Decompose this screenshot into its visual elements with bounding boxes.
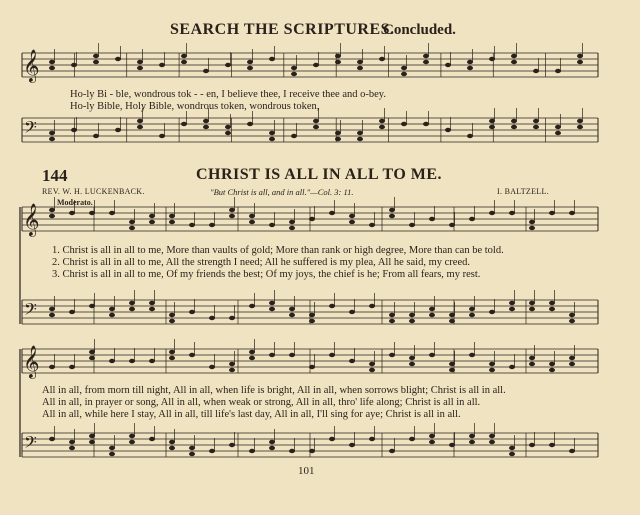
top-bass-note (313, 119, 319, 123)
hymn-bass-2-note (49, 437, 55, 441)
hymn-bass-1-note (489, 310, 495, 314)
hymn-title: CHRIST IS ALL IN ALL TO ME. (196, 166, 443, 183)
hymn-treble-2-note (249, 356, 255, 360)
hymn-treble-1-note (269, 223, 275, 227)
hymn-bass-1-note (569, 313, 575, 317)
hymn-bass-2-note (429, 440, 435, 444)
top-bass-note (401, 122, 407, 126)
top-treble-note (291, 72, 297, 76)
hymn-treble-2-note (469, 353, 475, 357)
top-treble-note (181, 54, 187, 58)
hymn-bass-1-note (389, 319, 395, 323)
hymn-treble-2-note (349, 359, 355, 363)
top-treble-note (445, 63, 451, 67)
hymn-treble-1-note (129, 226, 135, 230)
hymn-author: REV. W. H. LUCKENBACK. (42, 187, 145, 196)
hymn-bass-1-note (289, 313, 295, 317)
top-treble-note (357, 66, 363, 70)
hymn-treble-1-note (509, 211, 515, 215)
hymn-bass-2-note (189, 446, 195, 450)
top-bass-note (577, 119, 583, 123)
hymn-treble-1-note (569, 211, 575, 215)
hymn-treble-1-note (169, 214, 175, 218)
top-treble-note (71, 63, 77, 67)
hymn-bass-1-note (349, 310, 355, 314)
hymn-bass-2-note (209, 449, 215, 453)
hymn-treble-2-note (229, 368, 235, 372)
hymn-treble-1-note (249, 214, 255, 218)
hymn-bass-2-note (489, 434, 495, 438)
hymn-bass-1-note (169, 313, 175, 317)
hymn-treble-2-note (69, 365, 75, 369)
hymn-bass-2-note (149, 437, 155, 441)
top-bass-note (159, 134, 165, 138)
top-treble-note (401, 72, 407, 76)
hymn-treble-2-note (209, 365, 215, 369)
hymn-bass-2-note (289, 449, 295, 453)
treble-clef-icon: 𝄞 (23, 49, 40, 82)
hymn-treble-2-note (429, 353, 435, 357)
top-bass-note (489, 119, 495, 123)
hymn-treble-2-note (529, 356, 535, 360)
top-bass-note (467, 134, 473, 138)
hymn-bass-2-note (549, 443, 555, 447)
hymn-treble-2-note (169, 356, 175, 360)
top-treble-note (49, 66, 55, 70)
hymn-treble-1-note (189, 223, 195, 227)
top-treble-note (313, 63, 319, 67)
top-treble-note (93, 60, 99, 64)
hymn-treble-1-note (69, 211, 75, 215)
hymn-bass-1-note (369, 304, 375, 308)
hymn-treble-2-note (509, 365, 515, 369)
chorus-line-3: All in all, while here I stay, All in all, till life's last day, All in all, I'll sing for aye; Christ is all in all. (42, 409, 461, 420)
top-treble-note (247, 60, 253, 64)
hymn-bass-2-note (369, 437, 375, 441)
hymn-treble-1-note (149, 214, 155, 218)
top-treble-note (49, 60, 55, 64)
hymn-bass-1-note (409, 313, 415, 317)
top-treble-note (489, 57, 495, 61)
hymn-bass-2-note (569, 449, 575, 453)
top-bass-note (445, 128, 451, 132)
hymn-bass-2-note (269, 440, 275, 444)
hymn-bass-1-note (69, 310, 75, 314)
hymn-bass-2-note (129, 440, 135, 444)
hymn-bass-1-note (509, 307, 515, 311)
hymn-treble-1-note (529, 226, 535, 230)
top-treble-note (159, 63, 165, 67)
hymn-bass-2-note (189, 452, 195, 456)
top-bass-note (423, 122, 429, 126)
top-bass-note (49, 137, 55, 141)
section-title: SEARCH THE SCRIPTURES. (170, 21, 395, 38)
hymn-bass-1-note (409, 319, 415, 323)
hymn-treble-2-note (129, 359, 135, 363)
top-bass-note (313, 125, 319, 129)
hymn-bass-2-note (109, 452, 115, 456)
hymn-bass-1-note (169, 319, 175, 323)
hymn-bass-1-note (529, 301, 535, 305)
top-bass-note (203, 119, 209, 123)
hymn-treble-2-note (489, 368, 495, 372)
top-treble-note (291, 66, 297, 70)
hymn-bass-1-note (49, 313, 55, 317)
hymn-bass-1-note (209, 316, 215, 320)
hymn-scripture: "But Christ is all, and in all."—Col. 3: 11. (210, 187, 354, 197)
top-bass-note (533, 125, 539, 129)
hymn-bass-2-note (109, 446, 115, 450)
tempo-marking: Moderato. (57, 198, 93, 207)
hymn-treble-1-note (289, 226, 295, 230)
verse-line-1: 1. Christ is all in all to me, More than vaults of gold; More than rank or high degree, More than can be told. (52, 245, 504, 256)
top-treble-note (577, 54, 583, 58)
top-bass-note (533, 119, 539, 123)
hymn-treble-1-note (229, 214, 235, 218)
hymn-bass-1-note (49, 307, 55, 311)
hymn-treble-2-note (489, 362, 495, 366)
hymn-bass-1-note (269, 301, 275, 305)
top-treble-note (423, 60, 429, 64)
hymn-bass-2-note (169, 440, 175, 444)
top-bass-note (577, 125, 583, 129)
verse-line-3: 3. Christ is all in all to me, Of my friends the best; Of my joys, the chief is he; From all fears, my rest. (52, 269, 481, 280)
hymn-treble-2-note (109, 359, 115, 363)
hymn-composer: I. BALTZELL. (497, 187, 549, 196)
chorus-line-2: All in all, in prayer or song, All in all, when weak or strong, All in all, thro' life along; Christ is all in all. (42, 397, 481, 408)
hymn-bass-2-note (509, 452, 515, 456)
hymn-bass-1-note (329, 304, 335, 308)
hymn-bass-2-note (229, 443, 235, 447)
hymn-treble-1-note (429, 217, 435, 221)
top-bass-note (357, 137, 363, 141)
top-bass-note (93, 134, 99, 138)
top-bass-note (489, 125, 495, 129)
hymn-treble-2-note (329, 353, 335, 357)
top-lyric-line-2: Ho-ly Bible, Holy Bible, wondrous token, wondrous token, (70, 101, 320, 112)
hymn-treble-1-note (49, 208, 55, 212)
hymn-treble-2-note (529, 362, 535, 366)
top-bass-note (71, 128, 77, 132)
top-bass-note (225, 131, 231, 135)
top-bass-note (49, 131, 55, 135)
top-treble-note (511, 60, 517, 64)
top-treble-note (511, 54, 517, 58)
hymn-treble-1-note (389, 214, 395, 218)
top-treble-note (115, 57, 121, 61)
hymn-bass-1-note (109, 307, 115, 311)
hymn-treble-1-note (149, 220, 155, 224)
hymn-bass-1-note (229, 316, 235, 320)
bass-clef-icon: 𝄢 (24, 299, 37, 323)
hymn-treble-1-note (349, 214, 355, 218)
hymn-bass-2-note (489, 440, 495, 444)
hymn-bass-1-note (189, 310, 195, 314)
hymn-bass-2-note (469, 434, 475, 438)
top-treble-note (137, 66, 143, 70)
top-treble-note (357, 60, 363, 64)
top-treble-note (269, 57, 275, 61)
treble-clef-icon: 𝄞 (23, 203, 40, 236)
top-treble-note (423, 54, 429, 58)
top-treble-note (577, 60, 583, 64)
top-bass-note (225, 125, 231, 129)
page-number: 101 (298, 465, 315, 477)
hymn-treble-1-note (389, 208, 395, 212)
hymn-bass-2-note (69, 440, 75, 444)
chorus-line-1: All in all, from morn till night, All in all, when life is bright, All in all, when sorrows blight; Christ is all in all. (42, 385, 506, 396)
hymn-treble-2-note (289, 353, 295, 357)
hymn-treble-2-note (269, 353, 275, 357)
hymn-treble-1-note (409, 223, 415, 227)
hymn-bass-1-note (429, 307, 435, 311)
hymn-bass-1-note (469, 307, 475, 311)
hymn-treble-1-note (369, 223, 375, 227)
treble-clef-icon: 𝄞 (23, 345, 40, 378)
top-treble-note (137, 60, 143, 64)
top-treble-note (181, 60, 187, 64)
top-bass-note (247, 122, 253, 126)
hymn-treble-1-note (169, 220, 175, 224)
hymn-bass-2-note (249, 449, 255, 453)
hymn-bass-1-note (509, 301, 515, 305)
hymn-treble-2-note (169, 350, 175, 354)
hymn-number: 144 (42, 166, 68, 185)
top-bass-note (137, 125, 143, 129)
hymn-bass-1-note (149, 301, 155, 305)
hymn-treble-2-note (569, 356, 575, 360)
hymn-treble-1-note (109, 211, 115, 215)
bass-clef-icon: 𝄢 (24, 432, 37, 456)
hymn-bass-1-note (529, 307, 535, 311)
hymn-bass-1-note (389, 313, 395, 317)
hymn-treble-2-note (49, 365, 55, 369)
top-treble-note (247, 66, 253, 70)
hymn-bass-2-note (69, 446, 75, 450)
top-bass-note (357, 131, 363, 135)
hymn-treble-1-note (349, 220, 355, 224)
top-lyric-line-1: Ho-ly Bi - ble, wondrous tok - - en, I believe thee, I receive thee and o-bey. (70, 89, 386, 100)
hymn-bass-1-note (109, 313, 115, 317)
hymn-treble-1-note (49, 214, 55, 218)
top-bass-note (555, 131, 561, 135)
top-treble-note (379, 57, 385, 61)
hymn-bass-1-note (129, 307, 135, 311)
hymn-bass-2-note (389, 449, 395, 453)
hymn-bass-1-note (269, 307, 275, 311)
hymn-bass-2-note (529, 443, 535, 447)
top-bass-note (115, 128, 121, 132)
hymn-treble-2-note (549, 368, 555, 372)
hymn-bass-1-note (469, 313, 475, 317)
hymn-treble-1-note (129, 220, 135, 224)
verse-line-2: 2. Christ is all in all to me, All the strength I need; All he suffered is my plea, All he said, my creed. (52, 257, 470, 268)
top-bass-note (511, 125, 517, 129)
hymn-treble-2-note (549, 362, 555, 366)
hymn-treble-2-note (149, 359, 155, 363)
top-bass-note (269, 137, 275, 141)
hymn-treble-1-note (469, 217, 475, 221)
hymn-treble-1-note (549, 211, 555, 215)
hymn-bass-2-note (509, 446, 515, 450)
top-treble-note (467, 60, 473, 64)
hymn-treble-1-note (209, 223, 215, 227)
top-bass-note (181, 122, 187, 126)
top-treble-note (555, 69, 561, 73)
top-bass-note (137, 119, 143, 123)
hymn-treble-1-note (529, 220, 535, 224)
top-bass-note (511, 119, 517, 123)
hymn-bass-1-note (549, 301, 555, 305)
hymn-bass-2-note (169, 446, 175, 450)
hymn-treble-1-note (229, 208, 235, 212)
top-bass-note (291, 134, 297, 138)
top-bass-note (269, 131, 275, 135)
top-bass-note (379, 125, 385, 129)
hymn-bass-2-note (429, 434, 435, 438)
bass-clef-icon: 𝄢 (24, 117, 37, 141)
hymn-treble-2-note (389, 353, 395, 357)
concluded-label: Concluded. (383, 22, 456, 38)
hymn-treble-1-note (329, 211, 335, 215)
hymn-treble-2-note (189, 353, 195, 357)
hymn-bass-1-note (129, 301, 135, 305)
hymn-treble-2-note (569, 362, 575, 366)
hymn-bass-1-note (569, 319, 575, 323)
hymn-bass-2-note (349, 443, 355, 447)
hymn-treble-2-note (369, 362, 375, 366)
top-bass-note (555, 125, 561, 129)
top-bass-note (379, 119, 385, 123)
hymn-treble-2-note (369, 368, 375, 372)
hymn-treble-2-note (409, 362, 415, 366)
hymn-bass-2-note (129, 434, 135, 438)
hymn-bass-2-note (329, 437, 335, 441)
top-treble-note (401, 66, 407, 70)
top-treble-note (533, 69, 539, 73)
hymn-bass-2-note (269, 446, 275, 450)
hymn-treble-2-note (249, 350, 255, 354)
hymn-bass-1-note (549, 307, 555, 311)
hymn-bass-1-note (249, 304, 255, 308)
hymn-bass-1-note (429, 313, 435, 317)
top-treble-note (467, 66, 473, 70)
top-treble-note (203, 69, 209, 73)
hymn-bass-1-note (149, 307, 155, 311)
hymn-treble-2-note (229, 362, 235, 366)
top-treble-note (93, 54, 99, 58)
hymn-treble-1-note (289, 220, 295, 224)
top-bass-note (203, 125, 209, 129)
top-treble-note (225, 63, 231, 67)
hymn-bass-2-note (409, 437, 415, 441)
hymn-treble-1-note (249, 220, 255, 224)
hymn-bass-2-note (469, 440, 475, 444)
hymn-treble-1-note (489, 211, 495, 215)
hymn-bass-1-note (289, 307, 295, 311)
hymn-treble-2-note (409, 356, 415, 360)
